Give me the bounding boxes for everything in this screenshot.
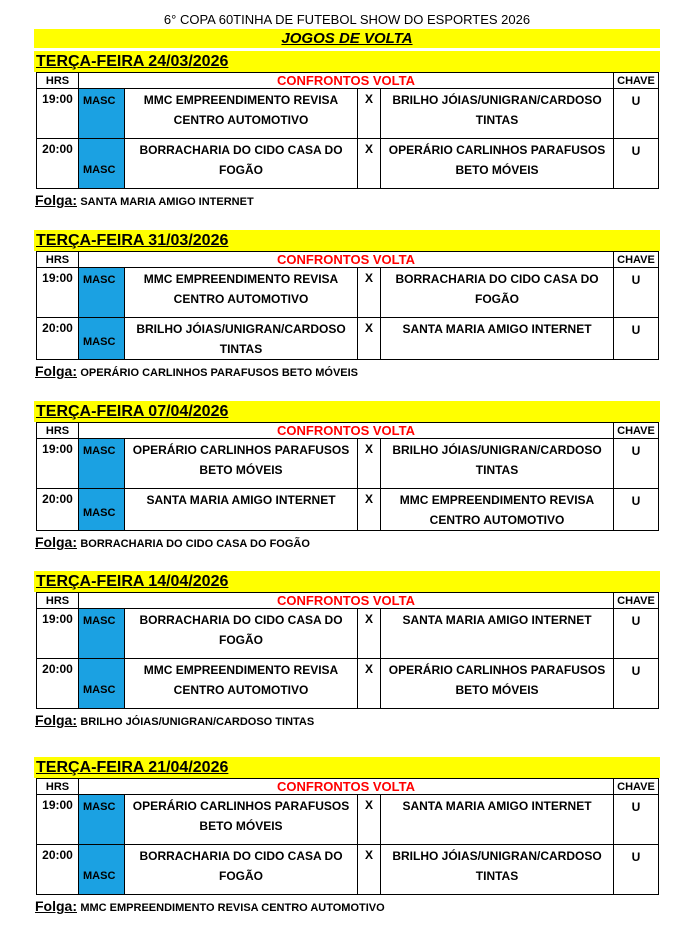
category-cell — [79, 659, 125, 709]
chave-header: CHAVE — [614, 593, 659, 609]
category-cell — [79, 489, 125, 531]
games-table — [36, 778, 659, 895]
versus-mark: X — [358, 439, 381, 489]
away-team: SANTA MARIA AMIGO INTERNET — [381, 795, 614, 845]
away-team: SANTA MARIA AMIGO INTERNET — [381, 318, 614, 360]
away-team: OPERÁRIO CARLINHOS PARAFUSOS BETO MÓVEIS — [381, 659, 614, 709]
category-label: MASC — [83, 507, 116, 519]
away-team: MMC EMPREENDIMENTO REVISA CENTRO AUTOMOTIVO — [381, 489, 614, 531]
folga-label: Folga: — [35, 534, 77, 550]
group-key: U — [614, 318, 659, 360]
home-team: BORRACHARIA DO CIDO CASA DO FOGÃO — [125, 845, 358, 895]
home-team: BRILHO JÓIAS/UNIGRAN/CARDOSO TINTAS — [125, 318, 358, 360]
versus-mark: X — [358, 845, 381, 895]
round-date: TERÇA-FEIRA 21/04/2026 — [36, 759, 229, 776]
chave-header: CHAVE — [614, 423, 659, 439]
table-header-row — [37, 73, 659, 89]
hrs-header: HRS — [37, 779, 79, 795]
home-team: BORRACHARIA DO CIDO CASA DO FOGÃO — [125, 609, 358, 659]
category-cell — [79, 795, 125, 845]
category-label: MASC — [83, 336, 116, 348]
round-block — [34, 571, 660, 728]
home-team: SANTA MARIA AMIGO INTERNET — [125, 489, 358, 531]
folga-label: Folga: — [35, 192, 77, 208]
home-team: MMC EMPREENDIMENTO REVISA CENTRO AUTOMOTIVO — [125, 89, 358, 139]
game-time: 19:00 — [37, 439, 79, 489]
round-date-bar — [34, 401, 660, 422]
away-team: BRILHO JÓIAS/UNIGRAN/CARDOSO TINTAS — [381, 89, 614, 139]
subtitle-text: JOGOS DE VOLTA — [281, 30, 413, 47]
category-label: MASC — [83, 95, 116, 107]
game-row — [37, 845, 659, 895]
category-label: MASC — [83, 164, 116, 176]
group-key: U — [614, 659, 659, 709]
game-row — [37, 89, 659, 139]
folga-label: Folga: — [35, 898, 77, 914]
round-block — [34, 401, 660, 550]
games-table — [36, 251, 659, 360]
category-cell — [79, 439, 125, 489]
away-team: BRILHO JÓIAS/UNIGRAN/CARDOSO TINTAS — [381, 439, 614, 489]
away-team: SANTA MARIA AMIGO INTERNET — [381, 609, 614, 659]
versus-mark: X — [358, 139, 381, 189]
round-block — [34, 51, 660, 208]
hrs-header: HRS — [37, 73, 79, 89]
round-block — [34, 757, 660, 914]
group-key: U — [614, 439, 659, 489]
away-team: BORRACHARIA DO CIDO CASA DO FOGÃO — [381, 268, 614, 318]
category-cell — [79, 139, 125, 189]
game-time: 20:00 — [37, 139, 79, 189]
folga-line — [34, 363, 660, 379]
category-cell — [79, 89, 125, 139]
chave-header: CHAVE — [614, 73, 659, 89]
round-date-bar — [34, 230, 660, 251]
games-table — [36, 72, 659, 189]
section-subtitle — [34, 29, 660, 48]
game-time: 20:00 — [37, 659, 79, 709]
games-table — [36, 422, 659, 531]
folga-team: SANTA MARIA AMIGO INTERNET — [80, 196, 254, 208]
category-label: MASC — [83, 615, 116, 627]
confrontos-header: CONFRONTOS VOLTA — [79, 423, 614, 439]
chave-header: CHAVE — [614, 779, 659, 795]
folga-team: MMC EMPREENDIMENTO REVISA CENTRO AUTOMOTIVO — [80, 902, 385, 914]
category-cell — [79, 268, 125, 318]
game-row — [37, 139, 659, 189]
category-cell — [79, 609, 125, 659]
document-title: 6° COPA 60TINHA DE FUTEBOL SHOW DO ESPORTES 2026 — [163, 12, 531, 27]
home-team: OPERÁRIO CARLINHOS PARAFUSOS BETO MÓVEIS — [125, 795, 358, 845]
confrontos-header: CONFRONTOS VOLTA — [79, 252, 614, 268]
group-key: U — [614, 795, 659, 845]
round-date-bar — [34, 571, 660, 592]
folga-team: BRILHO JÓIAS/UNIGRAN/CARDOSO TINTAS — [80, 716, 315, 728]
game-row — [37, 489, 659, 531]
category-label: MASC — [83, 445, 116, 457]
group-key: U — [614, 89, 659, 139]
table-header-row — [37, 252, 659, 268]
game-time: 19:00 — [37, 609, 79, 659]
folga-team: BORRACHARIA DO CIDO CASA DO FOGÃO — [80, 538, 310, 550]
versus-mark: X — [358, 489, 381, 531]
away-team: BRILHO JÓIAS/UNIGRAN/CARDOSO TINTAS — [381, 845, 614, 895]
game-time: 20:00 — [37, 318, 79, 360]
versus-mark: X — [358, 609, 381, 659]
away-team: OPERÁRIO CARLINHOS PARAFUSOS BETO MÓVEIS — [381, 139, 614, 189]
versus-mark: X — [358, 318, 381, 360]
round-date: TERÇA-FEIRA 07/04/2026 — [36, 403, 229, 420]
game-time: 19:00 — [37, 89, 79, 139]
game-row — [37, 439, 659, 489]
versus-mark: X — [358, 89, 381, 139]
game-row — [37, 795, 659, 845]
confrontos-header: CONFRONTOS VOLTA — [79, 779, 614, 795]
chave-header: CHAVE — [614, 252, 659, 268]
home-team: MMC EMPREENDIMENTO REVISA CENTRO AUTOMOTIVO — [125, 268, 358, 318]
game-row — [37, 268, 659, 318]
category-label: MASC — [83, 274, 116, 286]
game-row — [37, 318, 659, 360]
game-row — [37, 659, 659, 709]
category-label: MASC — [83, 870, 116, 882]
group-key: U — [614, 845, 659, 895]
category-label: MASC — [83, 801, 116, 813]
games-table — [36, 592, 659, 709]
group-key: U — [614, 609, 659, 659]
round-date: TERÇA-FEIRA 31/03/2026 — [36, 232, 229, 249]
home-team: OPERÁRIO CARLINHOS PARAFUSOS BETO MÓVEIS — [125, 439, 358, 489]
round-date: TERÇA-FEIRA 14/04/2026 — [36, 573, 229, 590]
versus-mark: X — [358, 268, 381, 318]
home-team: MMC EMPREENDIMENTO REVISA CENTRO AUTOMOTIVO — [125, 659, 358, 709]
category-cell — [79, 845, 125, 895]
versus-mark: X — [358, 795, 381, 845]
round-date-bar — [34, 757, 660, 778]
folga-line — [34, 192, 660, 208]
category-cell — [79, 318, 125, 360]
confrontos-header: CONFRONTOS VOLTA — [79, 593, 614, 609]
game-time: 19:00 — [37, 795, 79, 845]
game-row — [37, 609, 659, 659]
versus-mark: X — [358, 659, 381, 709]
hrs-header: HRS — [37, 252, 79, 268]
round-date: TERÇA-FEIRA 24/03/2026 — [36, 53, 229, 70]
group-key: U — [614, 268, 659, 318]
category-label: MASC — [83, 684, 116, 696]
confrontos-header: CONFRONTOS VOLTA — [79, 73, 614, 89]
hrs-header: HRS — [37, 423, 79, 439]
round-date-bar — [34, 51, 660, 72]
folga-team: OPERÁRIO CARLINHOS PARAFUSOS BETO MÓVEIS — [80, 367, 359, 379]
folga-label: Folga: — [35, 712, 77, 728]
folga-label: Folga: — [35, 363, 77, 379]
folga-line — [34, 712, 660, 728]
game-time: 19:00 — [37, 268, 79, 318]
round-block — [34, 230, 660, 379]
home-team: BORRACHARIA DO CIDO CASA DO FOGÃO — [125, 139, 358, 189]
game-time: 20:00 — [37, 845, 79, 895]
group-key: U — [614, 489, 659, 531]
table-header-row — [37, 423, 659, 439]
folga-line — [34, 898, 660, 914]
folga-line — [34, 534, 660, 550]
table-header-row — [37, 593, 659, 609]
table-header-row — [37, 779, 659, 795]
hrs-header: HRS — [37, 593, 79, 609]
game-time: 20:00 — [37, 489, 79, 531]
group-key: U — [614, 139, 659, 189]
